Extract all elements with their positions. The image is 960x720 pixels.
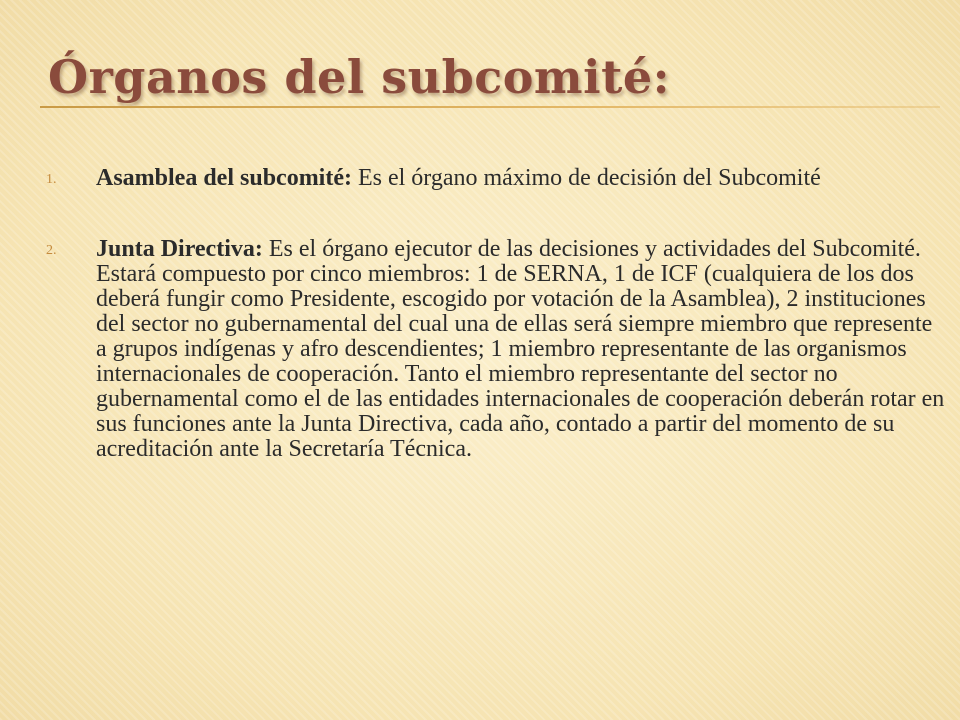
numbered-list — [46, 166, 946, 508]
title-divider — [40, 106, 940, 108]
list-item-body — [96, 237, 946, 462]
slide-title: Órganos del subcomité: — [48, 50, 671, 104]
list-item-junta-directiva — [46, 237, 946, 462]
list-item-label: Asamblea del subcomité: — [96, 165, 352, 191]
list-item-asamblea — [46, 166, 946, 191]
list-item-body — [96, 166, 946, 191]
list-item-description: Es el órgano ejecutor de las decisiones y actividades del Subcomité. Estará compuesto por cinco miembros: 1 de SERNA, 1 de ICF (cualquiera de los dos deberá fungir como Presidente, escogido por votación de la Asamblea), 2 instituciones del sector no gubernamental del cual una de ellas será siempre miembro que represente a grupos indígenas y afro descendientes; 1 miembro representante de las organismos internacionales de cooperación. Tanto el miembro representante del sector no gubernamental como el de las entidades internacionales de cooperación deberán rotar en sus funciones ante la Junta Directiva, cada año, contado a partir del momento de su acreditación ante la Secretaría Técnica. — [96, 236, 945, 462]
list-item-number: 1. — [46, 172, 57, 187]
list-item-label: Junta Directiva: — [96, 236, 263, 262]
list-item-description: Es el órgano máximo de decisión del Subcomité — [351, 165, 821, 191]
list-item-number: 2. — [46, 243, 57, 258]
